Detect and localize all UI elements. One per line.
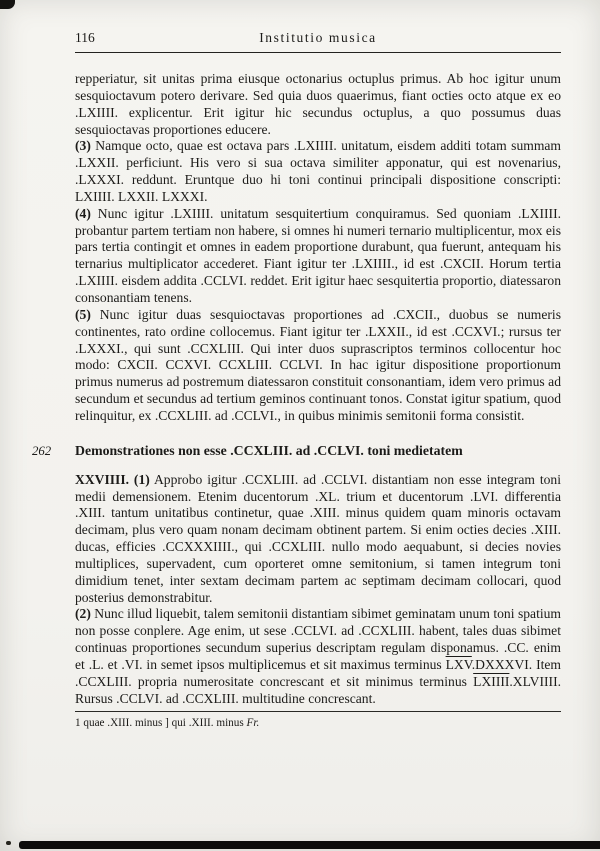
footnote-rule (75, 711, 561, 712)
running-title: Institutio musica (259, 30, 377, 45)
paragraph (75, 472, 561, 607)
header-rule (75, 52, 561, 53)
paragraph (75, 307, 561, 425)
paragraph (75, 71, 561, 138)
scan-artifact-bottom-band (19, 841, 600, 849)
text-segment: Nunc igitur duas sesquioctavas proportiones ad .CXCII., duobus se numeris continentes, rato ordine collocemus. Fiant igitur ter .LXXII., id est .CCXVI.; rursus ter .LXXXI., qui sunt .CCXLIII. Qui inter duos suprascriptos terminos collocentur hoc modo: CXCII. CCXVI. CCXLIII. CCLVI. In hac igitur dispositione proportionum primus numerus ad postremum diatessaron constituit consonantiam, idem vero primus ad secundum et secundus ad tertium geminos continuant tonos. Constat igitur spatium, quod relinquitur, ex .CCXLIII. ad .CCLVI., in quibus minimis semitonii forma consistit. (75, 306, 561, 423)
paragraph-marker: (4) (75, 205, 91, 221)
page-number: 116 (75, 30, 95, 45)
footnote-segment: 1 quae .XIII. minus ] qui .XIII. minus (75, 716, 247, 729)
paragraph-marker: (5) (75, 306, 91, 322)
paragraph (75, 138, 561, 205)
paragraph-marker: Demonstrationes non esse .CCXLIII. ad .CCLVI. toni medietatem (75, 442, 463, 458)
text-segment: Nunc illud liquebit, talem semitonii distantiam sibimet geminatam unum toni spatium non posse conplere. Age enim, ut sese .CCLVI. ad .CCXLIII. habent, tales duas sibimet continuas proportiones secundum superius descriptam regulam disponamus. .CC. enim et .L. et .VI. in semet ipsos multiplicemus et sit maximus terminus (75, 606, 561, 672)
text-segment: .XLVIIII. Rursus .CCLVI. ad .CCXLIII. multitudine concrescant. (75, 673, 561, 706)
footnote-segment: Fr. (246, 716, 260, 729)
text-block (32, 30, 562, 730)
footnote (75, 716, 561, 730)
body-text (32, 71, 562, 708)
text-segment: Approbo igitur .CCXLIII. ad .CCLVI. distantiam non esse integram toni medii demensionem. Etenim ducentorum .XL. trium et ducentorum .LVI. differentia .XIII. tantum unitatibus continetur, quae .XIII. minus quidem quam minoris octavam decimam, plus vero quam nonam decimam obtinent partem. Si enim octies decies .XIII. ducas, efficies .CCXXXIIII., qui .CCXLIII. nullo modo aequabunt, si decies novies multiplices, supervadent, cum oporteret omne semitonium, si tamen integrum toni dimidium tenet, inter sextam decimam partem ac septimam decimam collocari, quod posterius demonstrabitur. (75, 471, 562, 605)
text-segment: Namque octo, quae est octava pars .LXIIII. unitatum, eisdem additi totam summam .LXXII. perficiunt. His vero si sua octava similiter apponatur, qui est novenarius, .LXXXI. reddunt. Eruntque duo hi toni continui principali dispositione conscripti: LXIIII. LXXII. LXXXI. (75, 138, 561, 204)
text-segment: repperiatur, sit unitas prima eiusque octonarius octuplus primus. Ab hoc igitur unum sesquioctavum potero derivare. Sed quia duos quaerimus, fiant octies octo atque ex eo .LXIIII. explicentur. Erit igitur hic secundus octuplus, a quo possumus duas sesquioctavas proportiones educere. (75, 71, 561, 137)
section-heading-row (32, 442, 561, 459)
paragraph-marker: XXVIIII. (1) (75, 471, 150, 487)
text-segment: .DXXXVI. Item .CCXLIII. propria numerositate concrescant et sit minimus terminus (75, 657, 561, 689)
scan-artifact-top-left (0, 0, 15, 9)
margin-section-number: 262 (32, 443, 52, 458)
paragraph (75, 606, 561, 707)
running-header (75, 30, 561, 50)
text-segment: Nunc igitur .LXIIII. unitatum sesquitertium conquiramus. Sed quoniam .LXIIII. probantur partem tertiam non habere, si omnes hi numeri ternario multiplicentur, mox eis pars tertia contingit et omnes in eadem proportione durabunt, qua fuerunt, antequam his ternarius multiplicator accederet. Fiant igitur ter .LXIIII., id est .CXCII. Horum tertia .LXIIII. eisdem addita .CCLVI. reddet. Erit igitur haec sesquitertia proportio, diatessaron consonantiam tenens. (75, 205, 561, 305)
text-segment: $\overline{LXV}$ (445, 657, 472, 672)
section-heading (75, 443, 463, 458)
text-segment: LXIIII (473, 673, 510, 689)
paragraph-marker: (2) (75, 606, 91, 622)
scan-artifact-bottom-dot (6, 841, 11, 845)
paragraph-marker: (3) (75, 138, 91, 154)
paragraph (75, 206, 561, 307)
